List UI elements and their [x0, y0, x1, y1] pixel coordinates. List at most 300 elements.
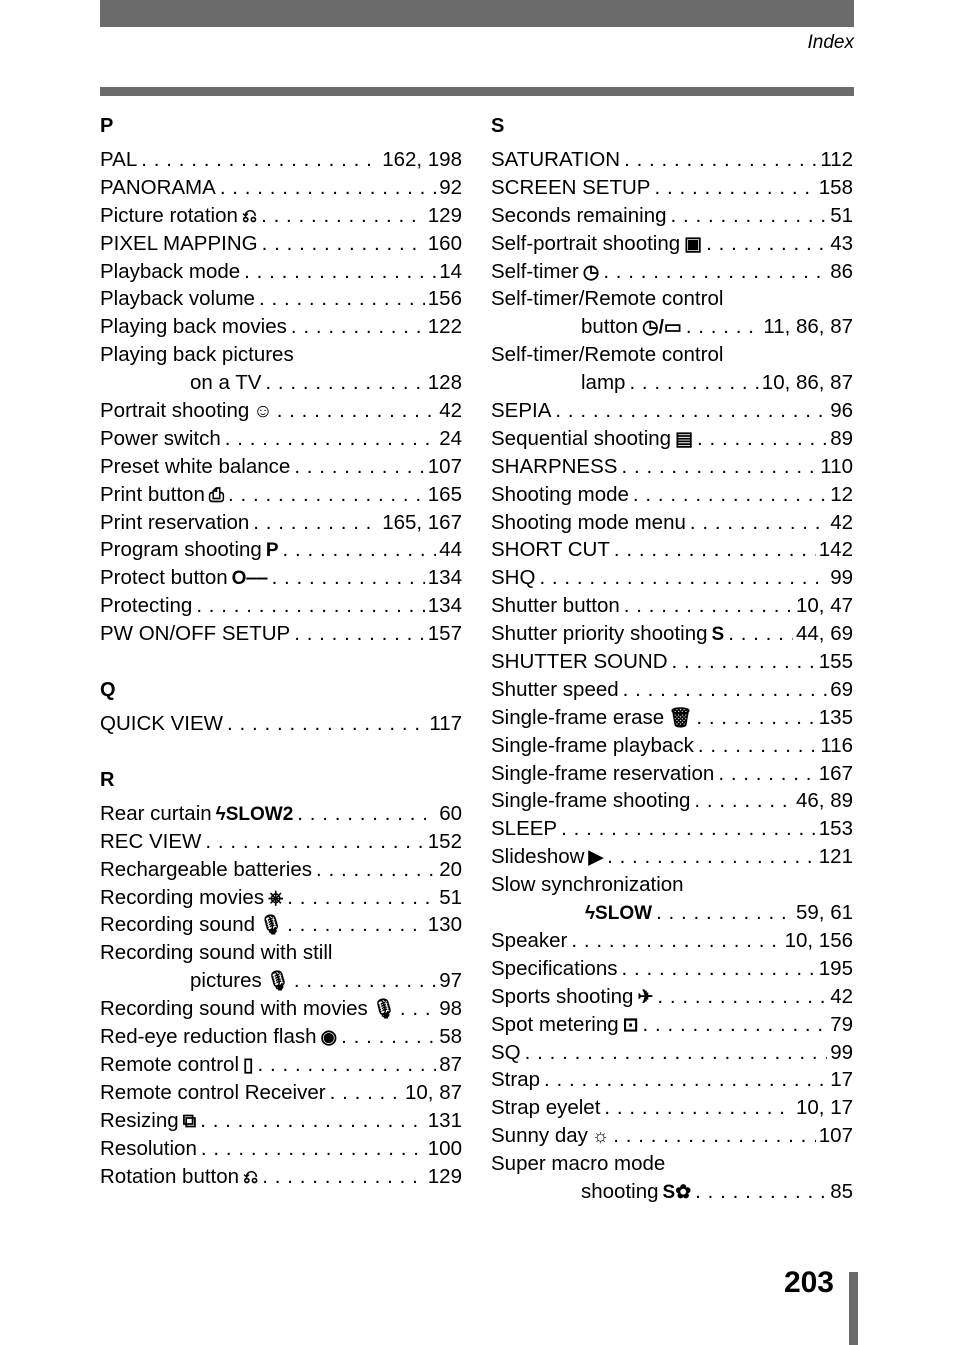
dot-leader: [293, 800, 436, 828]
index-entry: [100, 967, 462, 995]
rotation-icon: ⎌: [243, 1166, 259, 1188]
page-reference: 129: [427, 1164, 462, 1188]
page-reference: 14: [439, 259, 462, 283]
page-reference: 12: [830, 482, 853, 506]
index-entry: [491, 592, 853, 620]
index-entry: [491, 1150, 853, 1178]
index-term: Speaker: [491, 928, 568, 952]
index-term: SEPIA: [491, 399, 552, 423]
index-term: Playing back movies: [100, 315, 287, 339]
dot-leader: [667, 202, 828, 230]
index-entry: [491, 1039, 853, 1067]
page-reference: 155: [818, 650, 853, 674]
dot-leader: [521, 1039, 828, 1067]
index-term: Protect button: [100, 566, 228, 590]
dot-leader: [137, 146, 379, 174]
index-term: Recording sound with still: [100, 941, 333, 965]
index-term: Remote control Receiver: [100, 1080, 326, 1104]
self-timer-remote-icon: ◷/▭: [642, 317, 682, 339]
index-term: Print button: [100, 482, 205, 506]
dot-leader: [283, 884, 436, 912]
index-term: SATURATION: [491, 148, 621, 171]
dot-leader: [686, 509, 827, 537]
dot-leader: [617, 453, 817, 481]
dot-leader: [279, 536, 437, 564]
sports-icon: ✈: [637, 986, 654, 1008]
dot-leader: [337, 1023, 436, 1051]
page-reference: 160: [427, 231, 462, 255]
dot-leader: [714, 760, 815, 788]
index-term: lamp: [581, 371, 626, 395]
dot-leader: [551, 397, 827, 425]
index-term: Rotation button: [100, 1164, 240, 1188]
dot-leader: [693, 425, 827, 453]
index-term: Sunny day: [491, 1124, 588, 1148]
super-macro-icon: S✿: [662, 1181, 692, 1203]
index-entry: [491, 620, 853, 648]
index-entry: [491, 955, 853, 983]
index-entry: [491, 676, 853, 704]
index-column-right: [491, 112, 853, 1206]
page-reference: 92: [439, 175, 462, 199]
page-reference: 135: [818, 705, 853, 729]
dot-leader: [619, 676, 828, 704]
microphone-icon: 🎙: [265, 971, 290, 993]
index-entry: [100, 397, 462, 425]
index-term: SLEEP: [491, 817, 558, 841]
index-term: Recording sound: [100, 913, 255, 937]
page-reference: 152: [427, 829, 462, 853]
index-entry: [491, 843, 853, 871]
page-reference: 99: [830, 1040, 853, 1064]
index-entry: [491, 313, 853, 341]
dot-leader: [261, 369, 424, 397]
page-reference: 98: [439, 997, 462, 1021]
page-reference: 86: [830, 259, 853, 283]
index-letter-heading: S: [491, 115, 505, 137]
page-reference: 87: [439, 1052, 462, 1076]
index-entry: [491, 230, 853, 258]
index-entry: [491, 815, 853, 843]
dot-leader: [629, 481, 827, 509]
page-reference: 107: [427, 454, 462, 478]
page-reference: 20: [439, 857, 462, 881]
dot-leader: [258, 230, 425, 258]
page-number: 203: [783, 1266, 834, 1299]
index-term: Rechargeable batteries: [100, 857, 312, 881]
index-entry: [100, 800, 462, 828]
index-entry: [491, 564, 853, 592]
index-term: Shooting mode menu: [491, 510, 686, 534]
dot-leader: [240, 258, 436, 286]
index-entry: [491, 481, 853, 509]
page-reference: 128: [427, 371, 462, 395]
index-term: Playback mode: [100, 259, 241, 283]
index-entry: [100, 369, 462, 397]
index-entry: [491, 787, 853, 815]
index-term: Resolution: [100, 1136, 197, 1160]
index-entry: [491, 202, 853, 230]
index-term: Sequential shooting: [491, 426, 672, 450]
index-term: Single-frame erase: [491, 705, 665, 729]
index-term: Super macro mode: [491, 1152, 666, 1176]
dot-leader: [567, 927, 781, 955]
header-rule: [100, 87, 854, 96]
dot-leader: [249, 509, 379, 537]
page-reference: 46, 89: [796, 789, 853, 813]
page-reference: 117: [429, 712, 462, 736]
index-entry: [100, 1051, 462, 1079]
index-term: Shutter speed: [491, 677, 619, 701]
dot-leader: [258, 1163, 425, 1191]
dot-leader: [283, 911, 425, 939]
red-eye-icon: ◉: [320, 1027, 338, 1049]
flash-slow2-icon: ϟSLOW2: [215, 803, 294, 825]
index-letter-heading: Q: [100, 679, 116, 702]
spot-metering-icon: ⊡: [622, 1014, 639, 1036]
index-term: Power switch: [100, 426, 221, 450]
index-term: Slideshow: [491, 845, 585, 869]
page-reference: 122: [427, 315, 462, 339]
index-term: Spot metering: [491, 1012, 619, 1036]
index-entry: [491, 871, 853, 899]
index-entry: [491, 1094, 853, 1122]
index-entry: [100, 285, 462, 313]
page-reference: 129: [427, 203, 462, 227]
page-reference: 10, 47: [796, 594, 853, 618]
dot-leader: [724, 620, 793, 648]
microphone-icon: 🎙: [259, 915, 284, 937]
index-term: PIXEL MAPPING: [100, 231, 258, 255]
self-timer-icon: ◷: [582, 261, 600, 283]
page-reference: 51: [830, 203, 853, 227]
page-reference: 89: [830, 426, 853, 450]
dot-leader: [609, 1122, 815, 1150]
index-entry: [100, 258, 462, 286]
index-term: Self-timer: [491, 259, 579, 283]
page-reference: 85: [830, 1179, 853, 1203]
dot-leader: [610, 536, 816, 564]
page-reference: 116: [820, 733, 853, 757]
dot-leader: [273, 397, 437, 425]
print-icon: ⎙: [208, 484, 225, 506]
page-reference: 165: [427, 482, 462, 506]
rotation-icon: ⎌: [241, 205, 258, 227]
index-entry: [491, 648, 853, 676]
index-entry: [100, 564, 462, 592]
index-term: Sports shooting: [491, 984, 634, 1008]
index-entry: [100, 592, 462, 620]
index-term: Preset white balance: [100, 454, 291, 478]
page-reference: 157: [427, 622, 462, 646]
index-term: Single-frame playback: [491, 733, 694, 757]
index-entry: [491, 732, 853, 760]
shutter-priority-icon: S: [711, 624, 725, 646]
index-term: Recording sound with movies: [100, 997, 368, 1021]
index-entry: [100, 230, 462, 258]
dot-leader: [287, 313, 425, 341]
index-entry: [100, 536, 462, 564]
index-term: Portrait shooting: [100, 399, 250, 423]
resize-icon: ⧉: [182, 1110, 197, 1132]
dot-leader: [620, 146, 817, 174]
index-entry: [100, 1023, 462, 1051]
index-term: QUICK VIEW: [100, 712, 224, 736]
dot-leader: [326, 1079, 402, 1107]
dot-leader: [625, 369, 758, 397]
page-reference: 156: [427, 287, 462, 311]
dot-leader: [650, 174, 815, 202]
index-entry: [100, 453, 462, 481]
page-reference: 69: [830, 677, 853, 701]
index-term: Self-timer/Remote control: [491, 287, 724, 311]
page-reference: 97: [439, 969, 462, 993]
dot-leader: [692, 704, 815, 732]
index-term: Seconds remaining: [491, 203, 667, 227]
dot-leader: [639, 1011, 828, 1039]
index-term: PANORAMA: [100, 175, 216, 199]
dot-leader: [600, 1094, 793, 1122]
index-entry: [100, 481, 462, 509]
page-reference: 24: [439, 426, 462, 450]
index-term: Single-frame shooting: [491, 789, 691, 813]
dot-leader: [620, 592, 793, 620]
index-entry: [100, 1135, 462, 1163]
index-term: SHARPNESS: [491, 454, 618, 478]
index-entry: [100, 1163, 462, 1191]
dot-leader: [221, 425, 436, 453]
index-entry: [491, 285, 853, 313]
microphone-icon: 🎙: [371, 999, 396, 1021]
dot-leader: [257, 202, 425, 230]
dot-leader: [312, 856, 436, 884]
index-entry: [100, 202, 462, 230]
index-entry: [491, 983, 853, 1011]
index-term: Program shooting: [100, 538, 262, 562]
page-reference: 162, 198: [382, 148, 462, 171]
page-reference: 10, 156: [784, 928, 853, 952]
sunny-icon: ☼: [591, 1126, 610, 1148]
dot-leader: [224, 481, 425, 509]
page-reference: 59, 61: [796, 901, 853, 925]
page-reference: 79: [830, 1012, 853, 1036]
index-entry: [491, 425, 853, 453]
index-term: Red-eye reduction flash: [100, 1025, 317, 1049]
index-term: SHORT CUT: [491, 538, 610, 562]
index-entry: [491, 1066, 853, 1094]
page-reference: 10, 17: [796, 1096, 853, 1120]
page-reference: 42: [830, 984, 853, 1008]
index-column-left: [100, 112, 462, 1190]
page-reference: 17: [830, 1068, 853, 1092]
page-reference: 112: [820, 148, 853, 171]
index-term: PW ON/OFF SETUP: [100, 622, 291, 646]
self-portrait-icon: ▣: [684, 233, 703, 255]
page-reference: 195: [818, 956, 853, 980]
index-term: shooting: [581, 1179, 659, 1203]
index-entry: [100, 425, 462, 453]
index-term: Self-timer/Remote control: [491, 343, 724, 367]
section-title: Index: [807, 32, 854, 53]
page-reference: 10, 86, 87: [761, 371, 853, 395]
section-gap: [100, 648, 462, 676]
index-entry: [491, 899, 853, 927]
index-entry: [100, 884, 462, 912]
page-reference: 110: [820, 454, 853, 478]
page-reference: 44, 69: [796, 622, 853, 646]
index-entry: [100, 174, 462, 202]
index-entry: [100, 856, 462, 884]
dot-leader: [196, 1107, 425, 1135]
page-reference: 96: [830, 399, 853, 423]
dot-leader: [540, 1066, 827, 1094]
dot-leader: [603, 843, 816, 871]
index-term: pictures: [190, 969, 262, 993]
dot-leader: [702, 230, 827, 258]
dot-leader: [396, 995, 436, 1023]
index-term: Playing back pictures: [100, 343, 294, 367]
side-tab: [849, 1272, 858, 1345]
portrait-icon: ☺: [253, 401, 273, 423]
index-entry: [491, 174, 853, 202]
page-reference: 142: [818, 538, 853, 562]
header-bar: [100, 0, 854, 27]
dot-leader: [290, 967, 436, 995]
dot-leader: [201, 828, 424, 856]
index-term: Resizing: [100, 1108, 179, 1132]
page-reference: 167: [818, 761, 853, 785]
page-reference: 134: [427, 594, 462, 618]
index-entry: [100, 995, 462, 1023]
page-reference: 165, 167: [382, 510, 462, 534]
index-term: Shutter priority shooting: [491, 622, 708, 646]
index-term: Shooting mode: [491, 482, 629, 506]
index-entry: [491, 258, 853, 286]
page-reference: 153: [818, 817, 853, 841]
erase-icon: 🗑: [668, 707, 693, 729]
dot-leader: [192, 592, 424, 620]
dot-leader: [268, 564, 425, 592]
index-term: Rear curtain: [100, 801, 212, 825]
index-term: button: [581, 315, 638, 339]
dot-leader: [253, 1051, 436, 1079]
dot-leader: [197, 1135, 425, 1163]
page-reference: 100: [427, 1136, 462, 1160]
dot-leader: [535, 564, 827, 592]
index-term: on a TV: [190, 371, 262, 395]
section-gap: [100, 738, 462, 766]
index-term: Single-frame reservation: [491, 761, 715, 785]
index-term: Print reservation: [100, 510, 250, 534]
page-reference: 43: [830, 231, 853, 255]
index-entry: [491, 927, 853, 955]
dot-leader: [694, 732, 817, 760]
index-entry: [491, 341, 853, 369]
index-entry: [100, 710, 462, 738]
dot-leader: [690, 787, 793, 815]
remote-control-icon: ▯: [243, 1054, 254, 1076]
page-reference: 107: [818, 1124, 853, 1148]
dot-leader: [653, 983, 827, 1011]
program-mode-icon: P: [265, 540, 279, 562]
index-term: Strap eyelet: [491, 1096, 601, 1120]
dot-leader: [255, 285, 425, 313]
index-entry: [100, 341, 462, 369]
index-entry: [491, 760, 853, 788]
index-entry: [491, 704, 853, 732]
index-term: Playback volume: [100, 287, 255, 311]
index-entry: [100, 911, 462, 939]
page-reference: 158: [818, 175, 853, 199]
dot-leader: [652, 899, 793, 927]
index-term: Picture rotation: [100, 203, 238, 227]
index-entry: [491, 509, 853, 537]
index-term: PAL: [100, 148, 138, 171]
flash-slow-icon: ϟSLOW: [585, 903, 653, 925]
index-term: SCREEN SETUP: [491, 175, 651, 199]
page-reference: 10, 87: [405, 1080, 462, 1104]
dot-leader: [223, 710, 426, 738]
index-entry: [100, 1079, 462, 1107]
page-reference: 130: [427, 913, 462, 937]
index-term: Strap: [491, 1068, 540, 1092]
index-entry: [100, 509, 462, 537]
index-term: SHQ: [491, 566, 536, 590]
index-letter-heading: P: [100, 115, 114, 137]
index-entry: [100, 1107, 462, 1135]
index-entry: [100, 828, 462, 856]
index-term: Shutter button: [491, 594, 620, 618]
page-reference: 58: [439, 1025, 462, 1049]
index-entry: [491, 1011, 853, 1039]
dot-leader: [599, 258, 827, 286]
index-entry: [100, 620, 462, 648]
protect-key-icon: O‒‒: [231, 568, 268, 590]
dot-leader: [216, 174, 436, 202]
index-term: SHUTTER SOUND: [491, 650, 668, 674]
dot-leader: [682, 313, 761, 341]
index-term: Protecting: [100, 594, 193, 618]
dot-leader: [290, 620, 425, 648]
page-reference: 60: [439, 801, 462, 825]
index-term: Specifications: [491, 956, 618, 980]
index-term: Recording movies: [100, 885, 265, 909]
dot-leader: [617, 955, 815, 983]
index-entry: [491, 1122, 853, 1150]
page-reference: 134: [427, 566, 462, 590]
index-entry: [491, 369, 853, 397]
index-term: Slow synchronization: [491, 873, 684, 897]
index-entry: [491, 536, 853, 564]
page-reference: 42: [439, 399, 462, 423]
dot-leader: [691, 1178, 827, 1206]
index-entry: [491, 1178, 853, 1206]
index-entry: [100, 146, 462, 174]
page-reference: 51: [439, 885, 462, 909]
index-letter-heading: R: [100, 768, 115, 791]
index-entry: [100, 313, 462, 341]
page-reference: 42: [830, 510, 853, 534]
index-term: Self-portrait shooting: [491, 231, 681, 255]
index-term: SQ: [491, 1040, 521, 1064]
index-entry: [491, 146, 853, 174]
index-term: REC VIEW: [100, 829, 202, 853]
page-reference: 131: [427, 1108, 462, 1132]
movie-camera-icon: ⎈: [268, 887, 284, 909]
index-term: Remote control: [100, 1052, 240, 1076]
page-reference: 99: [830, 566, 853, 590]
page-reference: 11, 86, 87: [763, 315, 853, 339]
